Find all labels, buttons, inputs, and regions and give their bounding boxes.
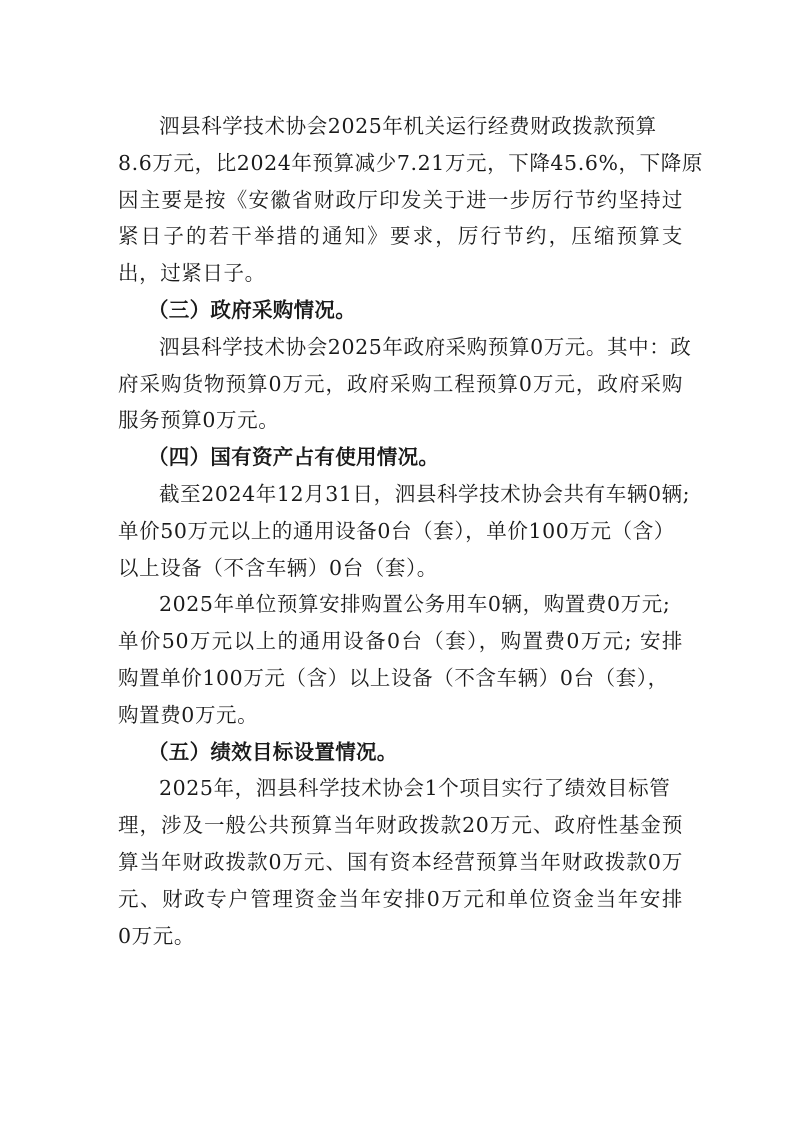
paragraph-line: 出，过紧日子。 (118, 261, 266, 286)
paragraph-line: 0万元。 (118, 923, 195, 948)
paragraph-line: 泗县科学技术协会2025年机关运行经费财政拨款预算 (159, 114, 657, 138)
paragraph-line: 理，涉及一般公共预算当年财政拨款20万元、政府性基金预 (118, 813, 683, 838)
paragraph-line: 单价50万元以上的通用设备0台（套），单价100万元（含） (118, 518, 675, 543)
section-heading-assets: （四）国有资产占有使用情况。 (148, 445, 440, 470)
paragraph-line: 2025年，泗县科学技术协会1个项目实行了绩效目标管 (159, 776, 671, 801)
paragraph-line: 8.6万元，比2024年预算减少7.21万元，下降45.6%，下降原 (118, 150, 703, 175)
paragraph-line: 府采购货物预算0万元，政府采购工程预算0万元，政府采购 (118, 371, 683, 396)
paragraph-line: 购置单价100万元（含）以上设备（不含车辆）0台（套）， (118, 665, 669, 690)
paragraph-line: 元、财政专户管理资金当年安排0万元和单位资金当年安排 (118, 886, 683, 911)
paragraph-line: 2025年单位预算安排购置公务用车0辆，购置费0万元; (159, 592, 671, 617)
section-heading-procurement: （三）政府采购情况。 (148, 297, 356, 322)
paragraph-line: 因主要是按《安徽省财政厅印发关于进一步厉行节约坚持过 (118, 187, 683, 212)
paragraph-line: 以上设备（不含车辆）0台（套）。 (118, 555, 438, 580)
paragraph-line: 泗县科学技术协会2025年政府采购预算0万元。其中：政 (159, 334, 692, 359)
section-heading-performance: （五）绩效目标设置情况。 (148, 739, 398, 764)
paragraph-line: 购置费0万元。 (118, 702, 259, 727)
paragraph-line: 单价50万元以上的通用设备0台（套），购置费0万元; 安排 (118, 629, 683, 654)
paragraph-line: 紧日子的若干举措的通知》要求，厉行节约，压缩预算支 (118, 224, 683, 249)
paragraph-line: 算当年财政拨款0万元、国有资本经营预算当年财政拨款0万 (118, 849, 683, 874)
paragraph-line: 服务预算0万元。 (118, 408, 280, 433)
paragraph-line: 截至2024年12月31日，泗县科学技术协会共有车辆0辆; (159, 481, 691, 506)
